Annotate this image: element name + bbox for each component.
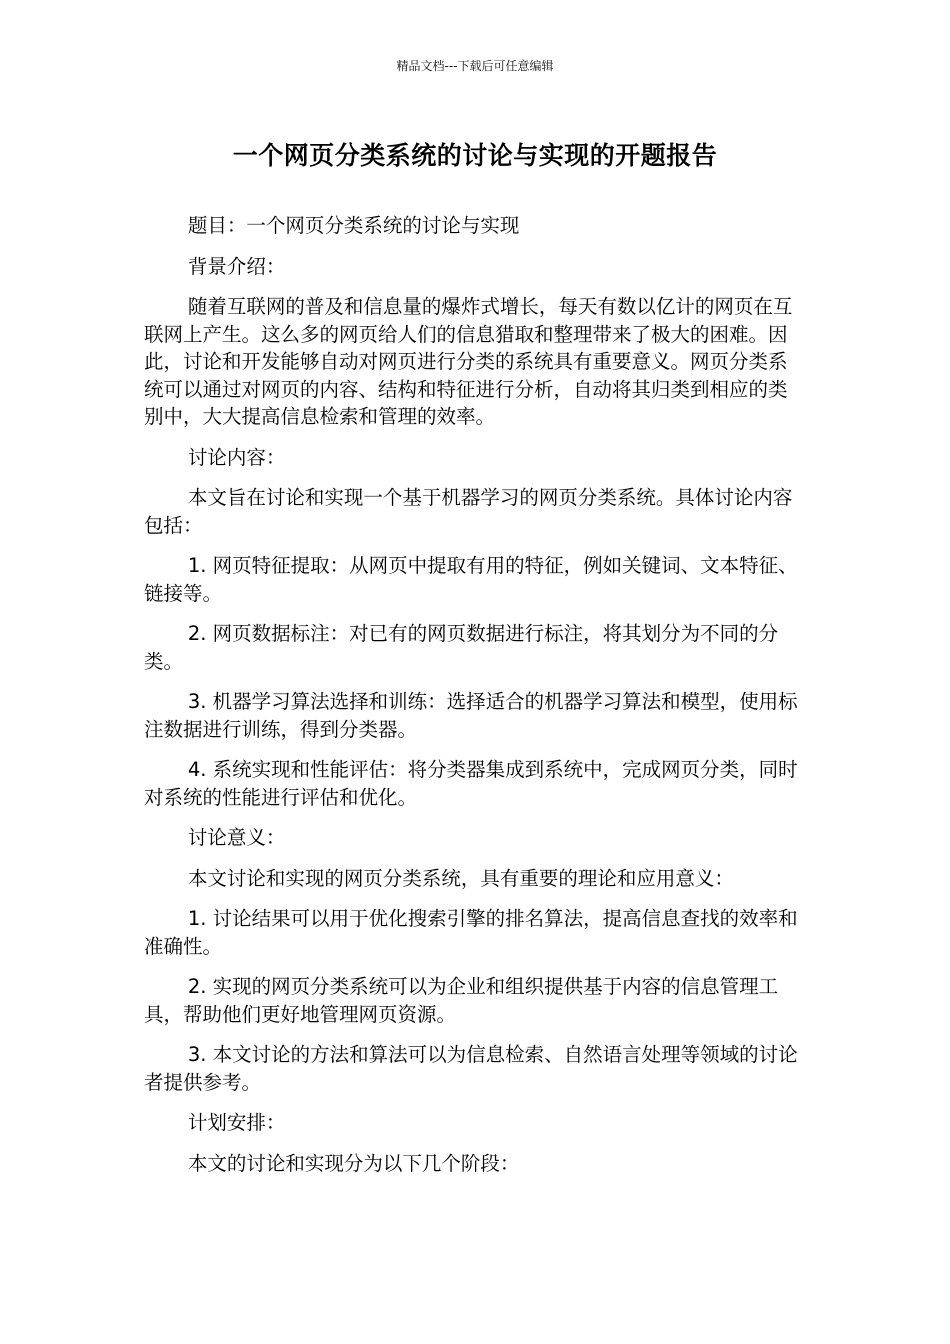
document-body	[144, 212, 802, 1190]
section-heading-significance: 讨论意义：	[187, 826, 286, 849]
schedule-intro: 本文的讨论和实现分为以下几个阶段：	[187, 1151, 520, 1175]
research-content-intro: 本文旨在讨论和实现一个基于机器学习的网页分类系统。具体讨论内容包括：	[144, 486, 793, 537]
document-title: 一个网页分类系统的讨论与实现的开题报告	[232, 141, 718, 170]
significance-item-3: 3. 本文讨论的方法和算法可以为信息检索、自然语言处理等领域的讨论者提供参考。	[144, 1043, 798, 1094]
content-item-3: 3. 机器学习算法选择和训练：选择适合的机器学习算法和模型，使用标注数据进行训练，得到分类器。	[144, 690, 798, 741]
significance-intro: 本文讨论和实现的网页分类系统，具有重要的理论和应用意义：	[187, 866, 734, 890]
section-heading-schedule: 计划安排：	[187, 1111, 286, 1134]
background-paragraph: 随着互联网的普及和信息量的爆炸式增长，每天有数以亿计的网页在互联网上产生。这么多的网页给人们的信息猎取和整理带来了极大的困难。因此，讨论和开发能够自动对网页进行分类的系统具有重要意义。网页分类系统可以通过对网页的内容、结构和特征进行分析，自动将其归类到相应的类别中，大大提高信息检索和管理的效率。	[144, 295, 793, 428]
section-heading-background: 背景介绍：	[187, 254, 286, 278]
content-item-2: 2. 网页数据标注：对已有的网页数据进行标注，将其划分为不同的分类。	[144, 622, 779, 673]
page-header-note: 精品文档---下载后可任意编辑	[396, 59, 554, 73]
significance-item-2: 2. 实现的网页分类系统可以为企业和组织提供基于内容的信息管理工具，帮助他们更好地管理网页资源。	[144, 975, 779, 1026]
content-item-4: 4. 系统实现和性能评估：将分类器集成到系统中，完成网页分类，同时对系统的性能进行评估和优化。	[144, 758, 798, 809]
significance-item-1: 1. 讨论结果可以用于优化搜索引擎的排名算法，提高信息查找的效率和准确性。	[144, 907, 798, 958]
section-heading-research-content: 讨论内容：	[187, 445, 286, 469]
subject-line: 题目：一个网页分类系统的讨论与实现	[187, 214, 520, 237]
content-item-1: 1. 网页特征提取：从网页中提取有用的特征，例如关键词、文本特征、链接等。	[144, 554, 798, 605]
